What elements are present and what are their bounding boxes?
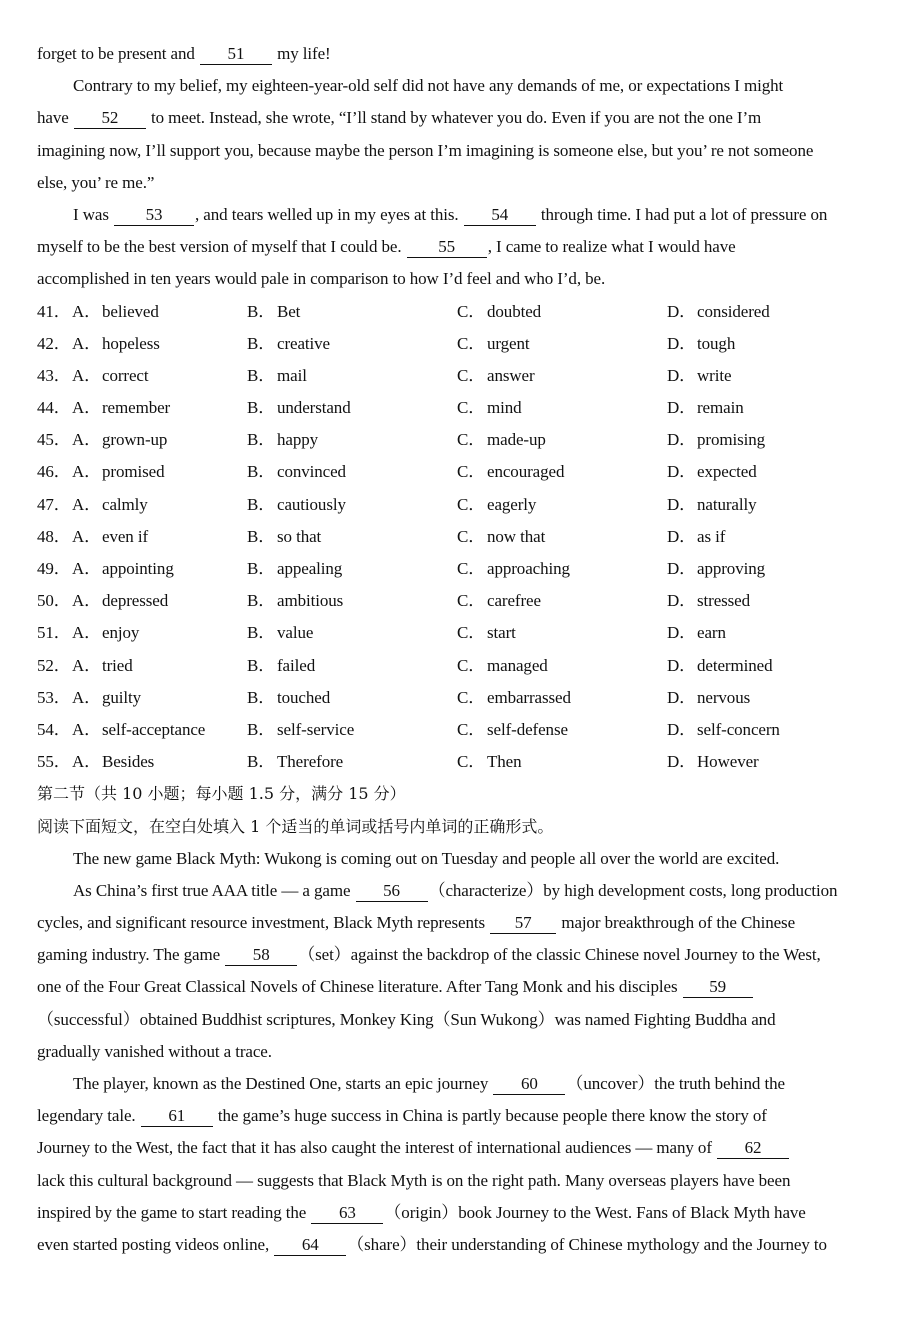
option-b[interactable] (247, 328, 457, 360)
option-d[interactable] (667, 360, 877, 392)
option-text: approaching (487, 559, 570, 578)
exam-page (37, 38, 877, 1261)
option-text: made-up (487, 430, 546, 450)
option-text: answer (487, 365, 535, 385)
option-text: depressed (102, 591, 169, 611)
text-line (37, 1197, 877, 1229)
option-c[interactable] (457, 296, 667, 328)
section-instruction: 阅读下面短文，在空白处填入 1 个适当的单词或括号内单词的正确形式。 (37, 816, 554, 836)
option-letter: A． (72, 655, 102, 675)
option-text: However (697, 752, 759, 772)
option-b[interactable] (247, 617, 457, 649)
question-number: 44． (37, 398, 71, 418)
option-b[interactable] (247, 392, 457, 424)
option-letter: B． (247, 398, 276, 418)
option-d[interactable] (667, 521, 877, 553)
text-line: gradually vanished without a trace. (37, 1041, 272, 1061)
question-row (37, 585, 877, 617)
option-a[interactable] (72, 585, 247, 617)
option-text: appointing (102, 559, 174, 578)
option-letter: D． (667, 559, 697, 578)
option-c[interactable] (457, 424, 667, 456)
text-run: （origin）book Journey to the West. Fans of Black Myth have (384, 1202, 806, 1222)
option-text: understand (277, 398, 351, 418)
option-c[interactable] (457, 521, 667, 553)
option-text: nervous (697, 687, 751, 707)
text-line (37, 875, 877, 907)
option-letter: C． (457, 526, 486, 546)
option-d[interactable] (667, 682, 877, 714)
option-a[interactable] (72, 360, 247, 392)
option-c[interactable] (457, 392, 667, 424)
option-text: Therefore (277, 752, 344, 772)
option-text: even if (102, 526, 149, 546)
option-letter: B． (247, 687, 276, 707)
option-letter: B． (247, 719, 276, 739)
text-run: （characterize）by high development costs, long production (428, 880, 838, 900)
option-d[interactable] (667, 392, 877, 424)
option-text: happy (277, 430, 319, 450)
option-b[interactable] (247, 360, 457, 392)
question-number: 49． (37, 559, 71, 578)
text-run: have (37, 108, 73, 128)
text-run: legendary tale. (37, 1106, 140, 1126)
text-run: forget to be present and (37, 44, 199, 63)
option-d[interactable] (667, 553, 877, 585)
option-a[interactable] (72, 521, 247, 553)
option-text: approving (697, 559, 766, 578)
option-b[interactable] (247, 521, 457, 553)
text-line: （successful）obtained Buddhist scriptures, Monkey King（Sun Wukong）was named Fighting Buddha and (37, 1009, 776, 1029)
text-line: The new game Black Myth: Wukong is coming out on Tuesday and people all over the world are excited. (73, 848, 780, 868)
question-row (37, 714, 877, 746)
option-letter: D． (667, 365, 697, 385)
option-text: as if (697, 526, 726, 546)
option-letter: B． (247, 623, 276, 643)
option-letter: D． (667, 752, 697, 772)
text-line (37, 1100, 877, 1132)
answer-blank-52[interactable]: 52 (74, 108, 146, 129)
option-letter: C． (457, 687, 486, 707)
text-run: major breakthrough of the Chinese (557, 913, 796, 933)
option-c[interactable] (457, 617, 667, 649)
answer-blank-51[interactable]: 51 (200, 44, 272, 65)
option-text: ambitious (277, 591, 344, 611)
option-a[interactable] (72, 489, 247, 521)
text-run: （set）against the backdrop of the classic Chinese novel Journey to the West, (298, 945, 821, 965)
option-text: so that (277, 526, 322, 546)
question-row (37, 360, 877, 392)
option-a[interactable] (72, 714, 247, 746)
answer-blank-56[interactable]: 56 (356, 881, 428, 902)
option-text: mind (487, 398, 522, 418)
text-run: inspired by the game to start reading the (37, 1202, 311, 1222)
option-letter: A． (72, 365, 102, 385)
option-letter: C． (457, 301, 486, 321)
option-letter: C． (457, 752, 486, 772)
option-letter: C． (457, 398, 486, 418)
answer-blank-59[interactable]: 59 (683, 977, 753, 998)
option-letter: D． (667, 430, 697, 450)
text-run: myself to be the best version of myself that I could be. (37, 237, 406, 257)
option-letter: A． (72, 430, 102, 450)
text-run: （share）their understanding of Chinese mythology and the Journey to (347, 1234, 827, 1254)
option-d[interactable] (667, 424, 877, 456)
option-letter: C． (457, 430, 486, 450)
text-line (37, 907, 877, 939)
option-b[interactable] (247, 746, 457, 778)
answer-blank-61[interactable]: 61 (141, 1106, 213, 1127)
answer-blank-63[interactable]: 63 (311, 1203, 383, 1224)
option-letter: C． (457, 462, 486, 482)
option-d[interactable] (667, 585, 877, 617)
option-letter: D． (667, 687, 697, 707)
option-text: stressed (697, 591, 751, 611)
option-text: tough (697, 333, 736, 353)
question-number: 54． (37, 719, 71, 739)
option-text: expected (697, 462, 757, 482)
option-c[interactable] (457, 585, 667, 617)
text-run: As China’s first true AAA title — a game (73, 880, 355, 900)
answer-blank-64[interactable]: 64 (274, 1235, 346, 1256)
text-run: I was (73, 204, 113, 224)
option-d[interactable] (667, 456, 877, 488)
option-letter: D． (667, 301, 697, 321)
option-text: now that (487, 526, 546, 546)
option-text: remember (102, 398, 171, 418)
option-a[interactable] (72, 296, 247, 328)
question-number: 42． (37, 333, 71, 353)
option-letter: D． (667, 623, 697, 643)
option-letter: C． (457, 655, 486, 675)
text-line (37, 939, 877, 971)
option-letter: A． (72, 462, 102, 482)
option-letter: C． (457, 719, 486, 739)
option-text: value (277, 623, 314, 643)
question-number: 55． (37, 752, 71, 772)
option-letter: D． (667, 462, 697, 482)
option-text: start (487, 623, 516, 643)
option-b[interactable] (247, 296, 457, 328)
option-text: believed (102, 301, 159, 321)
text-line (37, 1229, 877, 1261)
option-b[interactable] (247, 424, 457, 456)
option-text: self-defense (487, 719, 568, 739)
option-text: embarrassed (487, 687, 571, 707)
option-letter: A． (72, 494, 102, 514)
option-letter: D． (667, 719, 697, 739)
option-letter: A． (72, 526, 102, 546)
text-run: （uncover）the truth behind the (566, 1074, 785, 1093)
text-line (37, 102, 877, 134)
option-text: earn (697, 623, 726, 643)
option-d[interactable] (667, 489, 877, 521)
option-letter: A． (72, 591, 102, 611)
question-row (37, 489, 877, 521)
option-text: encouraged (487, 462, 565, 482)
option-letter: B． (247, 365, 276, 385)
option-letter: B． (247, 494, 276, 514)
option-text: write (697, 365, 732, 385)
answer-blank-55[interactable]: 55 (407, 237, 487, 258)
question-number: 48． (37, 526, 71, 546)
option-text: promising (697, 430, 766, 450)
option-text: promised (102, 462, 165, 482)
option-letter: D． (667, 591, 697, 611)
option-a[interactable] (72, 456, 247, 488)
option-a[interactable] (72, 682, 247, 714)
option-letter: D． (667, 494, 697, 514)
text-run: one of the Four Great Classical Novels of Chinese literature. After Tang Monk and his disciples (37, 977, 682, 997)
text-run: , and tears welled up in my eyes at this. (195, 204, 463, 224)
text-run: Journey to the West, the fact that it has also caught the interest of international audiences — many of (37, 1138, 717, 1158)
option-letter: A． (72, 623, 102, 643)
option-text: urgent (487, 333, 530, 353)
option-letter: A． (72, 719, 102, 739)
text-run: gaming industry. The game (37, 945, 225, 965)
text-line: lack this cultural background — suggests that Black Myth is on the right path. Many overseas players have been (37, 1170, 791, 1190)
text-line (37, 1068, 877, 1100)
option-a[interactable] (72, 553, 247, 585)
option-d[interactable] (667, 650, 877, 682)
option-letter: B． (247, 526, 276, 546)
option-text: Besides (102, 752, 155, 772)
question-number: 47． (37, 494, 71, 514)
answer-blank-62[interactable]: 62 (717, 1138, 789, 1159)
question-number: 53． (37, 687, 71, 707)
option-b[interactable] (247, 553, 457, 585)
option-letter: B． (247, 462, 276, 482)
text-run: the game’s huge success in China is partly because people there know the story of (213, 1106, 767, 1126)
option-text: self-acceptance (102, 719, 206, 739)
option-text: determined (697, 655, 773, 675)
question-number: 50． (37, 591, 71, 611)
option-letter: A． (72, 752, 102, 772)
option-a[interactable] (72, 650, 247, 682)
answer-blank-53[interactable]: 53 (114, 205, 194, 226)
text-line (37, 38, 877, 70)
option-b[interactable] (247, 489, 457, 521)
option-text: appealing (277, 559, 343, 578)
question-row (37, 328, 877, 360)
option-a[interactable] (72, 746, 247, 778)
answer-blank-58[interactable]: 58 (225, 945, 297, 966)
option-letter: B． (247, 655, 276, 675)
text-line (37, 199, 877, 231)
option-letter: B． (247, 301, 276, 321)
option-letter: C． (457, 623, 486, 643)
option-letter: C． (457, 494, 486, 514)
question-row (37, 746, 877, 778)
option-text: Bet (277, 301, 301, 321)
option-letter: A． (72, 333, 102, 353)
option-letter: C． (457, 365, 486, 385)
option-letter: B． (247, 333, 276, 353)
option-d[interactable] (667, 746, 877, 778)
option-a[interactable] (72, 617, 247, 649)
option-c[interactable] (457, 682, 667, 714)
text-line (37, 1132, 877, 1164)
section-heading: 第二节（共 10 小题；每小题 1.5 分，满分 15 分） (37, 784, 406, 804)
option-text: failed (277, 655, 316, 675)
text-line: accomplished in ten years would pale in comparison to how I’d feel and who I’d, be. (37, 269, 606, 289)
question-row (37, 617, 877, 649)
question-row (37, 424, 877, 456)
text-run: , I came to realize what I would have (487, 237, 736, 257)
question-number: 46． (37, 462, 71, 482)
option-d[interactable] (667, 617, 877, 649)
option-text: naturally (697, 494, 757, 514)
option-text: calmly (102, 494, 148, 514)
option-c[interactable] (457, 456, 667, 488)
option-text: enjoy (102, 623, 140, 643)
text-line: else, you’ re me.” (37, 172, 155, 192)
option-c[interactable] (457, 489, 667, 521)
answer-blank-54[interactable]: 54 (464, 205, 536, 226)
text-run: my life! (272, 44, 331, 63)
answer-blank-57[interactable]: 57 (490, 913, 556, 934)
text-run: cycles, and significant resource investment, Black Myth represents (37, 913, 490, 933)
option-letter: B． (247, 752, 276, 772)
option-c[interactable] (457, 553, 667, 585)
option-letter: C． (457, 333, 486, 353)
option-letter: B． (247, 591, 276, 611)
option-text: guilty (102, 687, 142, 707)
question-number: 45． (37, 430, 71, 450)
option-text: managed (487, 655, 548, 675)
question-number: 51． (37, 623, 71, 643)
option-letter: A． (72, 301, 102, 321)
option-b[interactable] (247, 650, 457, 682)
option-d[interactable] (667, 714, 877, 746)
option-letter: D． (667, 333, 697, 353)
option-text: hopeless (102, 333, 160, 353)
option-list (37, 296, 877, 779)
option-b[interactable] (247, 456, 457, 488)
text-line (37, 231, 877, 263)
option-text: mail (277, 365, 307, 385)
option-text: remain (697, 398, 744, 418)
option-d[interactable] (667, 328, 877, 360)
option-letter: D． (667, 526, 697, 546)
question-number: 43． (37, 365, 71, 385)
option-letter: D． (667, 655, 697, 675)
option-text: cautiously (277, 494, 346, 514)
text-line: Contrary to my belief, my eighteen-year-old self did not have any demands of me, or expectations I might (73, 76, 784, 96)
question-row (37, 456, 877, 488)
option-text: Then (487, 752, 522, 772)
option-text: correct (102, 365, 149, 385)
text-run: to meet. Instead, she wrote, “I’ll stand by whatever you do. Even if you are not the one I’m (146, 108, 762, 128)
option-text: grown-up (102, 430, 168, 450)
option-letter: B． (247, 559, 276, 578)
option-text: self-service (277, 719, 355, 739)
option-text: self-concern (697, 719, 780, 739)
option-d[interactable] (667, 296, 877, 328)
option-text: creative (277, 333, 330, 353)
option-letter: A． (72, 687, 102, 707)
option-a[interactable] (72, 424, 247, 456)
text-run: The player, known as the Destined One, starts an epic journey (73, 1074, 493, 1093)
option-b[interactable] (247, 585, 457, 617)
text-line (37, 971, 877, 1003)
question-row (37, 296, 877, 328)
option-text: tried (102, 655, 133, 675)
question-row (37, 553, 877, 585)
option-text: touched (277, 687, 331, 707)
question-row (37, 650, 877, 682)
option-text: carefree (487, 591, 541, 611)
text-run: even started posting videos online, (37, 1234, 274, 1254)
option-letter: A． (72, 559, 102, 578)
option-c[interactable] (457, 746, 667, 778)
text-line: imagining now, I’ll support you, because maybe the person I’m imagining is someone else, but you’ re not someone (37, 140, 814, 160)
option-text: doubted (487, 301, 542, 321)
option-letter: D． (667, 398, 697, 418)
option-letter: C． (457, 559, 486, 578)
option-text: considered (697, 301, 770, 321)
option-c[interactable] (457, 714, 667, 746)
option-b[interactable] (247, 682, 457, 714)
option-a[interactable] (72, 392, 247, 424)
option-c[interactable] (457, 328, 667, 360)
option-text: convinced (277, 462, 346, 482)
question-row (37, 682, 877, 714)
option-c[interactable] (457, 360, 667, 392)
option-letter: A． (72, 398, 102, 418)
option-c[interactable] (457, 650, 667, 682)
option-letter: C． (457, 591, 486, 611)
question-number: 41． (37, 301, 71, 321)
text-run: through time. I had put a lot of pressure on (536, 204, 828, 224)
option-letter: B． (247, 430, 276, 450)
question-row (37, 392, 877, 424)
answer-blank-60[interactable]: 60 (493, 1074, 565, 1095)
option-b[interactable] (247, 714, 457, 746)
question-row (37, 521, 877, 553)
option-text: eagerly (487, 494, 537, 514)
option-a[interactable] (72, 328, 247, 360)
question-number: 52． (37, 655, 71, 675)
